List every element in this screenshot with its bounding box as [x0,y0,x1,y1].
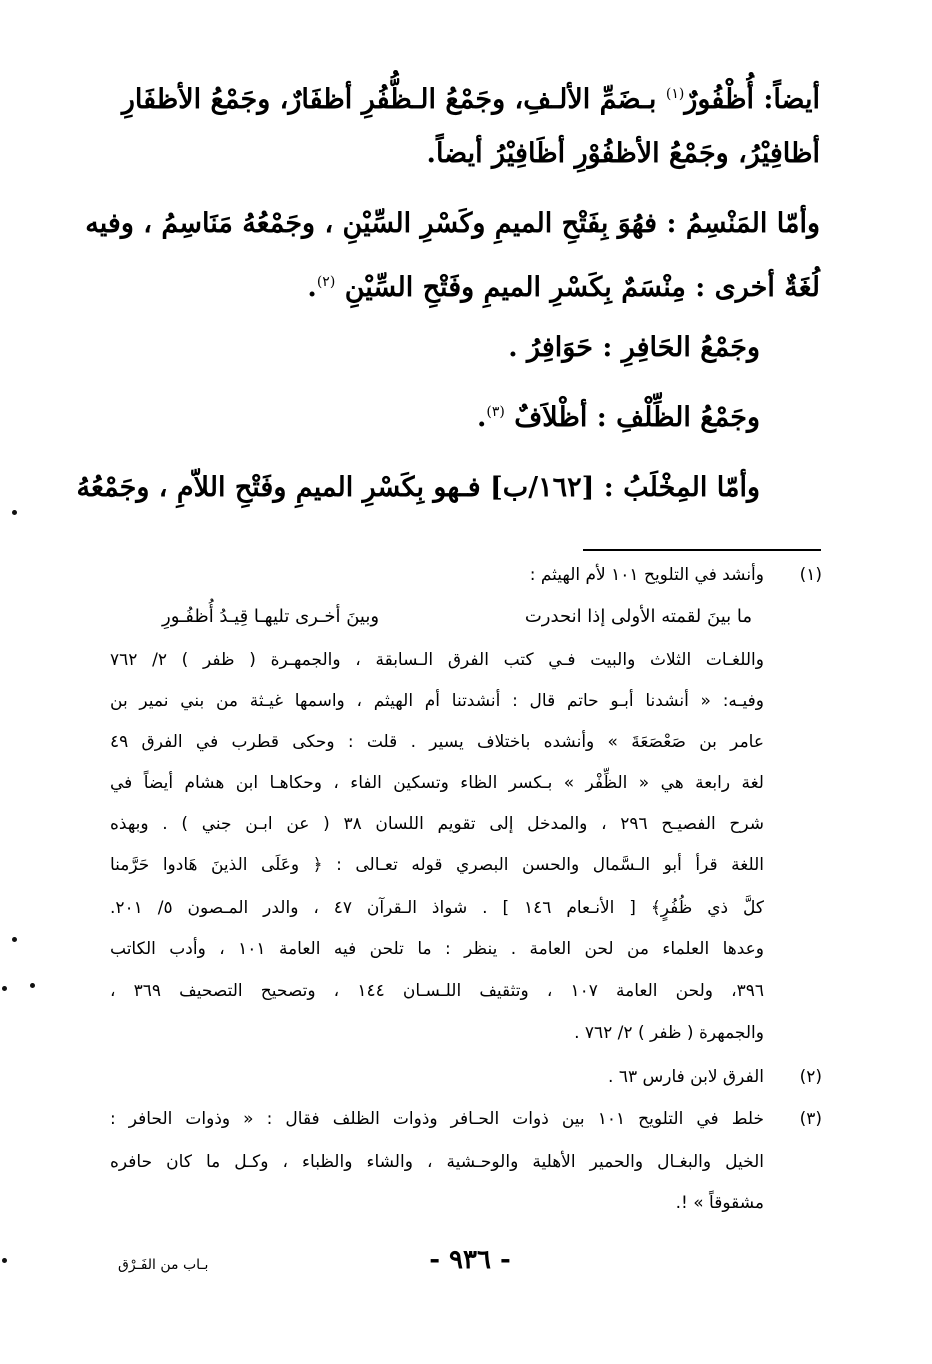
main-line-6-tail: . [476,402,487,433]
footnote-1-line: ٣٩٦، ولحن العامة ١٠٧ ، وتثقيف اللـسـان ١٤٤ ، وتصحيح التصحيف ٣٦٩ ، [110,981,765,1001]
footnote-1-line: وأنشد في التلويح ١٠١ لأم الهيثم : [529,565,764,585]
footnote-1-line: شرح الفصيـح ٢٩٦ ، والمدخل إلى تقويم اللسان ٣٨ ( عن ابـن جني ) . وبهذه [110,814,765,834]
footnote-2-text: الفرق لابن فارس ٦٣ . [608,1067,764,1087]
footnote-3-number: (٣) [799,1109,822,1129]
main-text-line-2: أظافِيْرُ، وجَمْعُ الأظفُوْرِ أظَافِيْرُ أيضاً. [426,138,820,169]
main-line-6-head: وجَمْعُ الظِّلْفِ : أظْلاَفٌ [514,402,760,433]
footnote-1-line: لغة رابعة هي « الظِّفْر » بـكسر الظاء وتسكين الفاء ، وحكاهـا ابن هشام أيضاً في [110,773,764,793]
main-line-4-tail: . [307,272,317,303]
footnote-1-line: كلَّ ذي ظُفُرٍ﴾ [ الأنـعام ١٤٦ ] . شواذ الـقرآن ٤٧ ، والدر المـصون ٥/ ٢٠١. [110,898,764,918]
footnote-3-line: الخيل والبغـال والحمير الأهلية والوحـشية ، والشاء والظباء ، وكـل ما كان حافره [110,1152,764,1172]
scan-speck [2,986,7,991]
footnote-1-line: والجمهرة ( ظفر ) ٢/ ٧٦٢ . [574,1023,764,1043]
footnote-1-verse-first-hemistich: ما بينَ لقمته الأولى إذا انحدرت [524,606,752,627]
scan-speck [12,937,17,942]
footnote-3-line: مشقوقاً » !. [675,1193,764,1213]
scan-speck [30,983,35,988]
footnote-1-line: عامر بن صَعْصَعَةَ » وأنشده باختلاف يسير . قلت : وحكى قطرب في الفرق ٤٩ [110,732,764,752]
footnote-1-verse-second-hemistich: وبينَ أخـرى تليهـا قِيـدُ أُظفُـورِ [162,606,380,627]
footnote-1-number: (١) [799,565,822,585]
main-line-4-head: لُغَةٌ أخرى : مِنْسَمٌ بِكَسْرِ الميمِ وفَتْحِ السِّيْنِ [344,272,820,303]
footnote-marker-3: (٣) [486,404,505,420]
footnote-3-line: خلط في التلويح ١٠١ بين ذوات الحـافر وذوات الظلف فقال : « وذوات الحافر : [110,1109,764,1129]
page-number: - ٩٣٦ - [429,1245,511,1275]
main-line-1-tail: بـضَمِّ الألـفِ، وجَمْعُ الـظُّفُرِ أظفَارٌ، وجَمْعُ الأظفَارِ [121,84,657,115]
scan-speck [2,1258,7,1263]
footnote-marker-2: (٢) [316,274,336,290]
main-text-line-7: وأمّا المِخْلَبُ : [١٦٢/ب] فـهو بِكَسْرِ الميمِ وفَتْحِ اللاّمِ ، وجَمْعُهُ [76,472,760,503]
main-text-line-1 [112,74,820,120]
footnote-marker-1: (١) [665,86,685,102]
footnote-separator [583,549,821,551]
footnote-1-line: وعدها العلماء من لحن العامة . ينظر : ما تلحن فيه العامة ١٠١ ، وأدب الكاتب [110,939,764,959]
running-title: بـاب من الفَـرْق [118,1257,209,1273]
main-line-1-head: أيضاً: أُظْفُورٌ [684,84,820,115]
main-text-line-6 [112,392,760,438]
main-text-line-5: وجَمْعُ الحَافِرِ : حَوَافِرُ . [508,332,760,363]
footnote-1-line: وفيـه: « أنشدنا أبـو حاتم قال : أنشدتنا أم الهيثم ، واسمها غيـثة من بني نمير بن [110,691,764,711]
main-text-line-3: وأمّا المَنْسِمُ : فهُوَ بِفَتْحِ الميمِ وكَسْرِ السِّيْنِ ، وجَمْعُهُ مَنَاسِمُ ، وفيه [85,208,820,239]
main-text-line-4 [112,262,820,308]
scan-speck [12,510,17,515]
footnote-2-number: (٢) [799,1067,822,1087]
footnote-1-line: واللغـات الثلاث والبيت فـي كتب الفرق الـسابقة ، والجمهـرة ( ظفر ) ٢/ ٧٦٢ [110,650,764,670]
footnote-1-line: اللغة قرأ أبو الـسَّمال والحسن البصري قوله تعـالى : ﴿ وعَلَى الذينَ هَادوا حَرَّمنا [110,855,764,875]
